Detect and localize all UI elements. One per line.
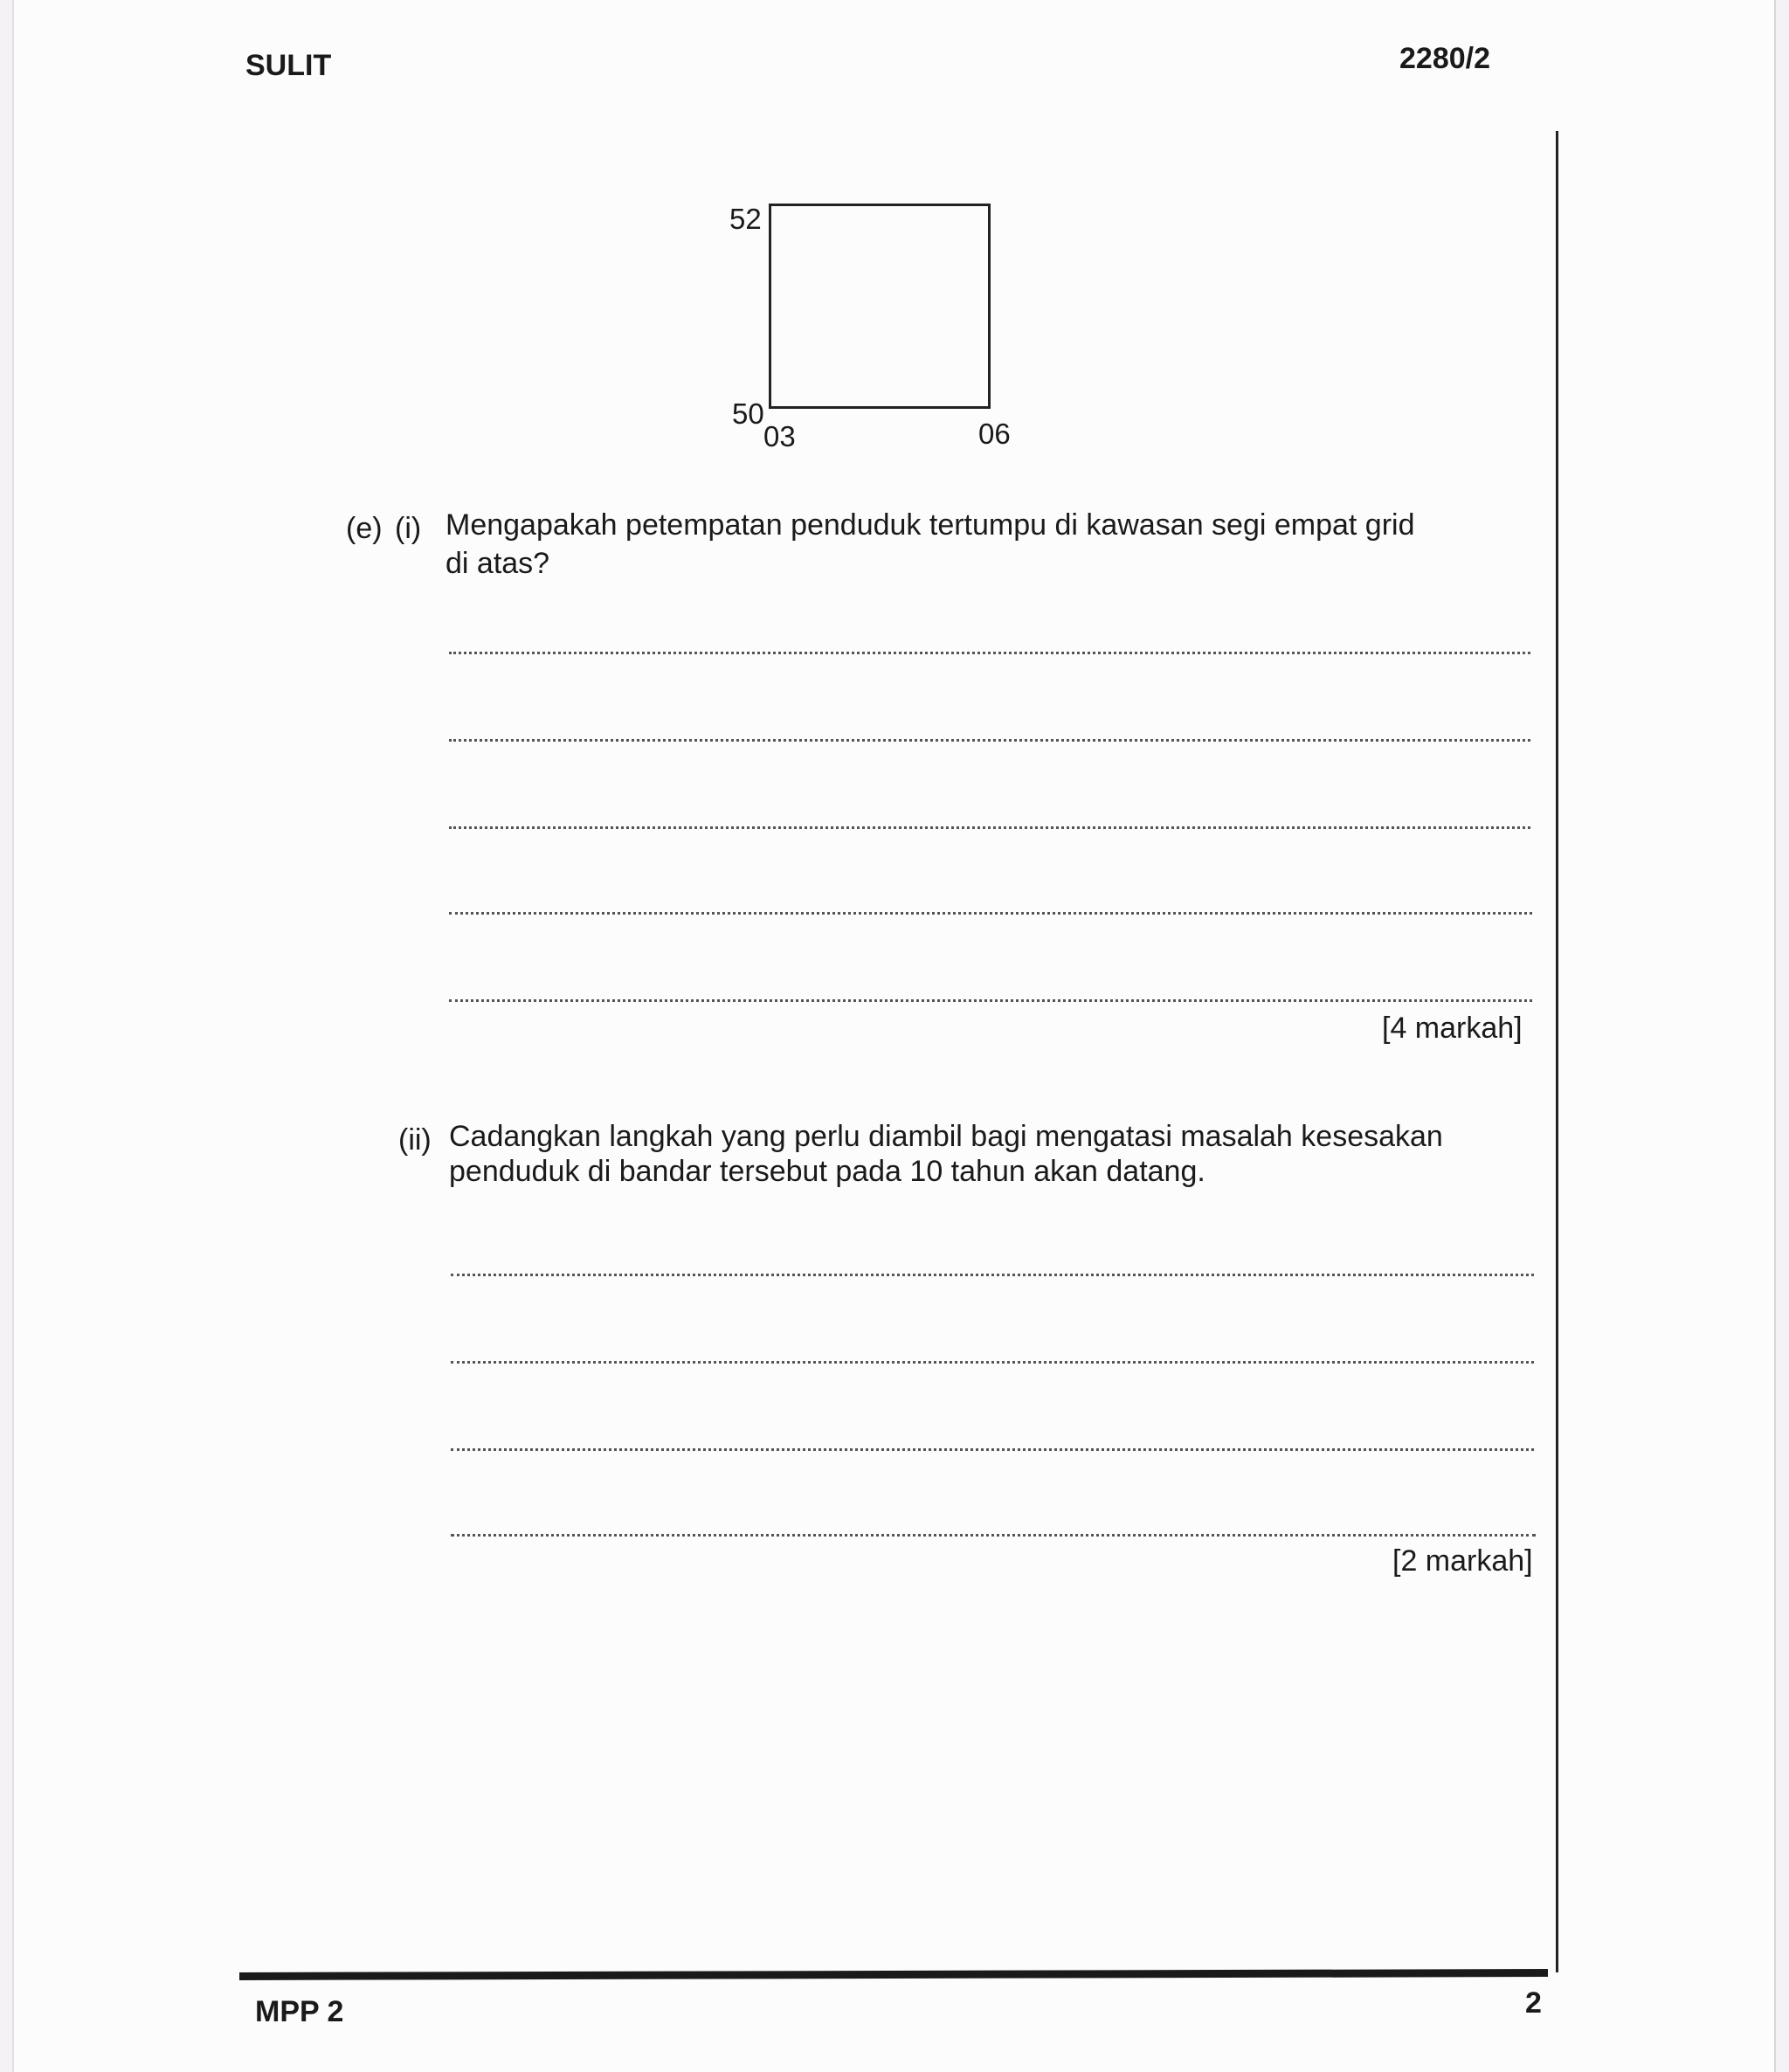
page-number: 2 <box>1525 1986 1542 2020</box>
easting-right-label: 06 <box>978 418 1011 450</box>
marks-e-ii: [2 markah] <box>1392 1544 1533 1578</box>
grid-square <box>769 204 991 409</box>
question-e-ii-label: (ii) <box>398 1123 432 1157</box>
northing-bottom-label: 50 <box>732 397 764 430</box>
answer-line[interactable] <box>451 1448 1534 1451</box>
answer-line[interactable] <box>449 999 1532 1002</box>
question-e-ii-line1: Cadangkan langkah yang perlu diambil bagi mengatasi masalah kesesakan <box>449 1120 1443 1153</box>
answer-line[interactable] <box>451 1534 1536 1537</box>
question-e-i-line1: Mengapakah petempatan penduduk tertumpu di kawasan segi empat grid <box>446 508 1415 542</box>
answer-line[interactable] <box>451 1274 1534 1276</box>
question-e-ii-line2: penduduk di bandar tersebut pada 10 tahun akan datang. <box>449 1155 1205 1188</box>
question-e-label: (e) <box>346 512 383 545</box>
answer-line[interactable] <box>451 1361 1534 1364</box>
question-e-i-line2: di atas? <box>446 547 550 580</box>
question-e-i-label: (i) <box>395 512 422 545</box>
answer-line[interactable] <box>449 652 1530 654</box>
answer-line[interactable] <box>449 826 1530 829</box>
marks-e-i: [4 markah] <box>1382 1012 1523 1045</box>
footer-code: MPP 2 <box>255 1995 344 2028</box>
header-classification: SULIT <box>245 49 332 82</box>
answer-line[interactable] <box>449 739 1530 742</box>
header-paper-code: 2280/2 <box>1399 42 1490 75</box>
northing-top-label: 52 <box>729 203 762 235</box>
margin-rule <box>1556 131 1558 1972</box>
easting-left-label: 03 <box>763 420 796 452</box>
answer-line[interactable] <box>449 912 1532 915</box>
